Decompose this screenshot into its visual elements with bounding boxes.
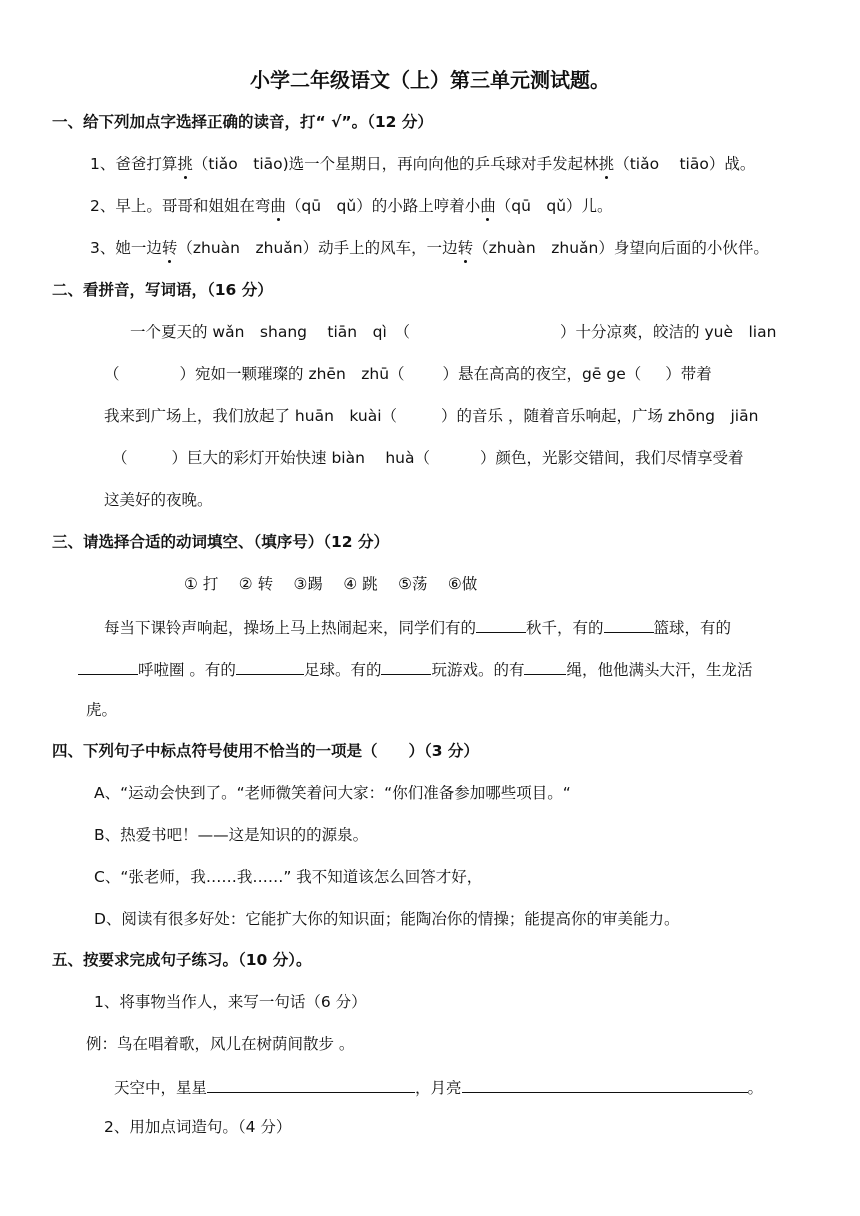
s2-line-1	[130, 322, 776, 342]
answer-blank[interactable]	[381, 658, 431, 675]
s4-option-b: B、热爱书吧！——这是知识的的源泉。	[94, 826, 369, 844]
s5-question-1: 1、将事物当作人，来写一句话（6 分）	[94, 993, 367, 1011]
dotted-char: 挑	[598, 155, 615, 173]
dotted-char: 转	[161, 239, 178, 257]
answer-blank[interactable]	[604, 616, 654, 633]
s5-question-2: 2、用加点词造句。（4 分）	[104, 1118, 292, 1136]
text: 一个夏天的 wǎn shang tiān qì （	[130, 323, 411, 341]
text: 我来到广场上，我们放起了 huān kuài（	[104, 407, 398, 425]
text: （zhuàn zhuǎn）动手上的风车，一边	[177, 239, 458, 257]
s4-option-c: C、“张老师，我……我……” 我不知道该怎么回答才好，	[94, 868, 483, 886]
section-4-heading: 四、下列句子中标点符号使用不恰当的一项是（ ）（3 分）	[52, 742, 479, 760]
text: （zhuàn zhuǎn）身望向后面的小伙伴。	[473, 239, 769, 257]
text: （tiǎo tiāo）战。	[614, 155, 756, 173]
text: ）带着	[665, 365, 712, 383]
text: 篮球，有的	[653, 619, 732, 637]
text: 玩游戏。的有	[431, 661, 525, 679]
text: （tiǎo tiāo)选一个星期日，再向向他的乒乓球对手发起林	[192, 155, 599, 173]
text: 足球。有的	[303, 661, 382, 679]
dotted-char: 曲	[270, 197, 286, 215]
s1-question-2	[90, 196, 613, 216]
s3-paragraph-line-3: 虎。	[86, 701, 118, 719]
s2-line-5: 这美好的夜晚。	[104, 491, 213, 509]
dotted-char: 转	[457, 239, 474, 257]
text: 每当下课铃声响起，操场上马上热闹起来，同学们有的	[104, 619, 477, 637]
answer-blank[interactable]	[236, 658, 304, 675]
text: 1、爸爸打算	[90, 155, 178, 173]
dotted-char: 曲	[480, 197, 496, 215]
text: ）的音乐 ，随着音乐响起，广场 zhōng jiān	[441, 407, 759, 425]
text: ）宛如一颗璀璨的 zhēn zhū（	[179, 365, 405, 383]
text: 呼啦圈 。有的	[138, 661, 236, 679]
answer-blank[interactable]	[524, 658, 566, 675]
answer-blank[interactable]	[476, 616, 526, 633]
text: （qū qǔ）的小路上哼着小	[285, 197, 481, 215]
s3-paragraph-line-1	[104, 616, 731, 638]
section-2-heading: 二、看拼音，写词语，（16 分）	[52, 281, 273, 299]
s2-line-4	[112, 448, 744, 468]
text: 秋千，有的	[526, 619, 604, 637]
text: ）颜色，光影交错间，我们尽情享受着	[479, 449, 744, 467]
page-title: 小学二年级语文（上）第三单元测试题。	[250, 68, 610, 92]
s3-paragraph-line-2	[78, 658, 752, 680]
section-1-heading: 一、给下列加点字选择正确的读音，打“ √”。（12 分）	[52, 113, 433, 131]
text: 天空中，星星	[114, 1079, 208, 1097]
text: 2、早上。哥哥和姐姐在弯	[90, 197, 271, 215]
answer-blank-stars[interactable]	[207, 1076, 415, 1093]
s5-fill-line	[114, 1076, 763, 1098]
text: （qū qǔ）儿。	[495, 197, 613, 215]
s4-option-a: A、“运动会快到了。“老师微笑着问大家：“你们准备参加哪些项目。“	[94, 784, 571, 802]
text: 绳，他他满头大汗，生龙活	[566, 661, 753, 679]
text: ）巨大的彩灯开始快速 biàn huà（	[171, 449, 430, 467]
text: ，月亮	[415, 1079, 462, 1097]
answer-blank-moon[interactable]	[462, 1076, 748, 1093]
s1-question-1	[90, 154, 755, 174]
s5-example: 例：鸟在唱着歌，风儿在树荫间散步 。	[86, 1035, 355, 1053]
s1-question-3	[90, 238, 769, 258]
s2-line-2	[104, 364, 712, 384]
answer-blank[interactable]	[78, 658, 138, 675]
text: （	[112, 449, 128, 467]
text: 。	[747, 1079, 764, 1097]
s4-option-d: D、阅读有很多好处：它能扩大你的知识面；能陶冶你的情操；能提高你的审美能力。	[94, 910, 680, 928]
s3-options: ① 打 ② 转 ③踢 ④ 跳 ⑤荡 ⑥做	[184, 575, 478, 593]
s2-line-3	[104, 406, 758, 426]
section-5-heading: 五、按要求完成句子练习。（10 分）。	[52, 951, 312, 969]
dotted-char: 挑	[177, 155, 193, 173]
text: （	[104, 365, 120, 383]
text: 3、她一边	[90, 239, 162, 257]
section-3-heading: 三、请选择合适的动词填空、（填序号）（12 分）	[52, 533, 389, 551]
text: ）十分凉爽，皎洁的 yuè lian	[560, 323, 777, 341]
text: ）悬在高高的夜空，gē ge（	[442, 365, 642, 383]
